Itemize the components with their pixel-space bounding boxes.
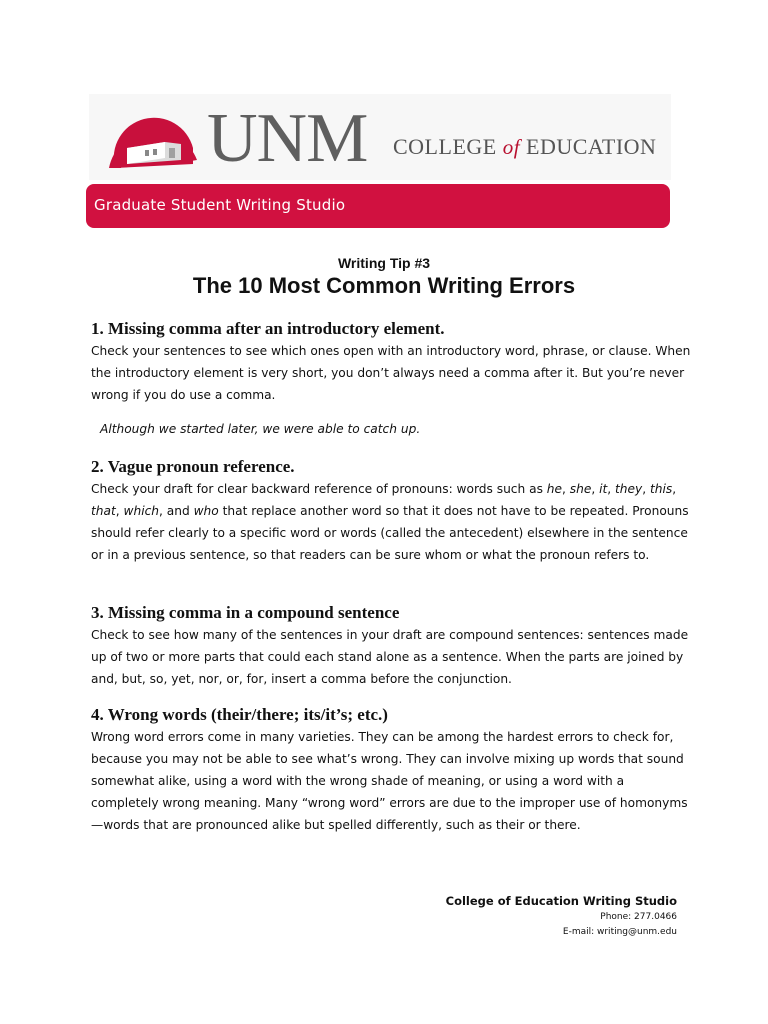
pronoun-example: they	[615, 482, 643, 496]
section-2	[91, 456, 691, 566]
section-body: Check your sentences to see which ones open with an introductory word, phrase, or clause. When the introductory element is very short, you don’t always need a comma after it. But you’re never wrong if you do use a comma.	[91, 344, 691, 402]
body-text-run: Check your draft for clear backward reference of pronouns: words such as	[91, 482, 547, 496]
footer-email: E-mail: writing@unm.edu	[562, 927, 677, 937]
unm-wordmark: UNM	[207, 100, 368, 177]
body-text-run: that replace another word so that it does not have to be repeated. Pronouns should refer clearly to a specific word or words (called the antecedent) elsewhere in the sentence or in a previous sentence, so that readers can be sure whom or what the pronoun refers to.	[91, 504, 689, 562]
writing-studio-banner	[86, 184, 670, 228]
body-text-run: , and	[159, 504, 194, 518]
pronoun-example: which	[123, 504, 160, 518]
body-text-run: ,	[562, 482, 570, 496]
pronoun-example: it	[599, 482, 608, 496]
section-body	[91, 478, 691, 566]
body-text-run: ,	[672, 482, 677, 496]
unm-logo-icon	[105, 108, 201, 170]
section-heading: 2. Vague pronoun reference.	[91, 457, 295, 476]
header-logo	[89, 94, 671, 180]
body-text-run: ,	[115, 504, 124, 518]
body-text-run: ,	[591, 482, 600, 496]
footer-contact	[446, 892, 677, 940]
banner-text: Graduate Student Writing Studio	[94, 196, 346, 214]
section-body: Wrong word errors come in many varieties. They can be among the hardest errors to check for, because you may not be able to see what’s wrong. They can involve mixing up words that sound somewhat alike, using a word with the wrong shade of meaning, or using a word with a completely wrong meaning. Many “wrong word” errors are due to the improper use of homonyms—words that are pronounced alike but spelled differently, such as their or there.	[91, 730, 688, 832]
pronoun-example: that	[91, 504, 116, 518]
writing-tip-label: Writing Tip #3	[337, 255, 431, 271]
body-text-run: ,	[607, 482, 616, 496]
section-heading: 3. Missing comma in a compound sentence	[91, 603, 400, 622]
pronoun-example: he	[546, 482, 563, 496]
section-body: Check to see how many of the sentences in your draft are compound sentences: sentences made up of two or more parts that could each stand alone as a sentence. When the parts are joined by and, but, so, yet, nor, or, for, insert a comma before the conjunction.	[91, 628, 689, 686]
footer-title: College of Education Writing Studio	[445, 894, 677, 908]
section-heading: 1. Missing comma after an introductory element.	[91, 319, 445, 338]
section-4	[91, 704, 691, 836]
pronoun-example: she	[569, 482, 592, 496]
section-heading: 4. Wrong words (their/there; its/it’s; etc.)	[91, 705, 388, 724]
pronoun-example: who	[193, 504, 219, 518]
example-sentence: Although we started later, we were able to catch up.	[100, 422, 421, 436]
section-3	[91, 602, 691, 690]
document-title: The 10 Most Common Writing Errors	[192, 273, 576, 298]
section-1	[91, 318, 691, 440]
body-text-run: ,	[642, 482, 650, 496]
college-of-education-wordmark: COLLEGE of EDUCATION	[393, 134, 657, 159]
footer-phone: Phone: 277.0466	[600, 912, 677, 922]
pronoun-example: this	[650, 482, 673, 496]
